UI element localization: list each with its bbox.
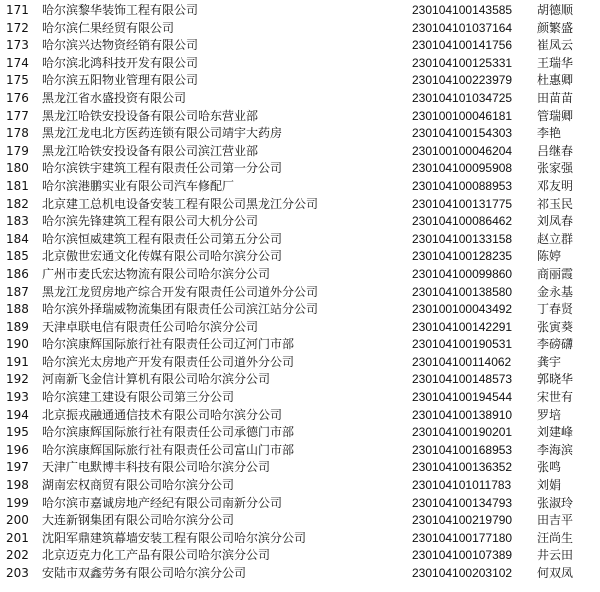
- registration-code: 230104101034725: [412, 90, 513, 105]
- row-number: 199: [6, 495, 29, 510]
- row-number: 171: [6, 3, 29, 17]
- row-number: 195: [6, 425, 29, 440]
- row-number: 196: [6, 442, 29, 457]
- table-row: [0, 2, 600, 20]
- row-number: 183: [6, 214, 29, 229]
- company-name: 哈尔滨市嘉诚房地产经纪有限公司南新分公司: [42, 495, 283, 510]
- company-name: 哈尔滨黎华装饰工程有限公司: [42, 3, 199, 17]
- legal-representative: 田苗苗: [537, 90, 574, 105]
- table-row: [0, 55, 600, 73]
- legal-representative: 田吉平: [537, 513, 574, 528]
- registration-code: 230104100223979: [412, 73, 513, 88]
- legal-representative: 李海滨: [537, 442, 574, 457]
- table-row: [0, 477, 600, 495]
- registration-code: 230104100125331: [412, 55, 513, 70]
- legal-representative: 赵立群: [537, 231, 574, 246]
- row-number: 179: [6, 143, 29, 158]
- legal-representative: 管瑞卿: [537, 108, 574, 123]
- table-row: [0, 530, 600, 548]
- legal-representative: 张家强: [537, 161, 574, 176]
- registration-code: 230104101037164: [412, 20, 513, 35]
- row-number: 176: [6, 90, 29, 105]
- registration-code: 230104100194544: [412, 390, 513, 405]
- row-number: 191: [6, 354, 29, 369]
- registration-code: 230104100138910: [412, 407, 513, 422]
- table-row: [0, 213, 600, 231]
- company-name: 天津卓联电信有限责任公司哈尔滨分公司: [42, 319, 259, 334]
- table-row: [0, 266, 600, 284]
- row-number: 172: [6, 20, 29, 35]
- legal-representative: 郭晓华: [537, 372, 574, 387]
- legal-representative: 颜繁盛: [537, 20, 574, 35]
- registration-code: 230104100203102: [412, 566, 513, 580]
- company-name: 北京傲世宏通文化传媒有限公司哈尔滨分公司: [42, 249, 283, 264]
- registration-code: 230104100088953: [412, 178, 513, 193]
- row-number: 197: [6, 460, 29, 475]
- company-name: 天津广电默博丰科技有限公司哈尔滨分公司: [42, 460, 271, 475]
- legal-representative: 张寅葵: [537, 319, 574, 334]
- registration-code: 230104100168953: [412, 442, 513, 457]
- row-number: 192: [6, 372, 29, 387]
- row-number: 174: [6, 55, 29, 70]
- table-row: [0, 459, 600, 477]
- legal-representative: 吕继春: [537, 143, 574, 158]
- registration-code: 230104100142291: [412, 319, 513, 334]
- company-name: 沈阳军鼎建筑幕墙安装工程有限公司哈尔滨分公司: [42, 530, 307, 545]
- company-name: 大连新钢集团有限公司哈尔滨分公司: [42, 513, 235, 528]
- table-row: [0, 196, 600, 214]
- row-number: 188: [6, 302, 29, 317]
- legal-representative: 杜惠卿: [537, 73, 574, 88]
- table-row: [0, 354, 600, 372]
- table-row: [0, 336, 600, 354]
- table-row: [0, 442, 600, 460]
- legal-representative: 张鸣: [537, 460, 562, 475]
- registration-code: 230104101011783: [412, 478, 512, 493]
- row-number: 194: [6, 407, 29, 422]
- registration-code: 230104100086462: [412, 214, 513, 229]
- company-name: 北京振戎融通通信技术有限公司哈尔滨分公司: [42, 407, 283, 422]
- row-number: 181: [6, 178, 29, 193]
- legal-representative: 张淑玲: [537, 495, 574, 510]
- legal-representative: 李磅礴: [537, 337, 574, 352]
- table-row: [0, 424, 600, 442]
- table-row: [0, 143, 600, 161]
- table-row: [0, 495, 600, 513]
- registration-code: 230104100107389: [412, 548, 513, 563]
- table-row: [0, 72, 600, 90]
- table-row: [0, 512, 600, 530]
- row-number: 201: [6, 530, 29, 545]
- registration-code: 230104100095908: [412, 161, 513, 176]
- table-row: [0, 301, 600, 319]
- legal-representative: 井云田: [537, 548, 574, 563]
- row-number: 186: [6, 266, 29, 281]
- table-row: [0, 565, 600, 583]
- row-number: 203: [6, 566, 29, 580]
- table-row: [0, 20, 600, 38]
- company-name: 黑龙江龙电北方医药连锁有限公司靖宇大药房: [42, 126, 283, 141]
- row-number: 198: [6, 478, 29, 493]
- legal-representative: 陈婷: [537, 249, 562, 264]
- legal-representative: 龚宇: [537, 354, 562, 369]
- legal-representative: 金永基: [537, 284, 574, 299]
- row-number: 182: [6, 196, 29, 211]
- company-name: 哈尔滨北鸿科技开发有限公司: [42, 55, 199, 70]
- registration-code: 230104100138580: [412, 284, 513, 299]
- company-name: 哈尔滨康辉国际旅行社有限责任公司辽河门市部: [42, 337, 295, 352]
- registration-code: 230104100190201: [412, 425, 513, 440]
- row-number: 190: [6, 337, 29, 352]
- company-name: 广州市麦氏宏达物流有限公司哈尔滨分公司: [42, 266, 271, 281]
- registration-code: 230104100177180: [412, 530, 513, 545]
- company-name: 北京迈克力化工产品有限公司哈尔滨分公司: [42, 548, 271, 563]
- row-number: 173: [6, 38, 29, 53]
- legal-representative: 祁玉民: [537, 196, 574, 211]
- table-row: [0, 160, 600, 178]
- table-row: [0, 284, 600, 302]
- row-number: 184: [6, 231, 29, 246]
- legal-representative: 何双凤: [537, 566, 574, 580]
- table-row: [0, 108, 600, 126]
- company-name: 哈尔滨仁果经贸有限公司: [42, 20, 175, 35]
- company-name: 湖南宏权商贸有限公司哈尔滨分公司: [42, 478, 235, 493]
- legal-representative: 宋世有: [537, 390, 574, 405]
- registration-code: 230100100046204: [412, 143, 513, 158]
- row-number: 185: [6, 249, 29, 264]
- company-name: 哈尔滨兴达物资经销有限公司: [42, 38, 199, 53]
- registration-code: 230104100131775: [412, 196, 513, 211]
- registration-code: 230104100148573: [412, 372, 513, 387]
- registration-code: 230100100046181: [412, 108, 513, 123]
- legal-representative: 商丽霞: [537, 266, 574, 281]
- company-name: 哈尔滨恒威建筑工程有限责任公司第五分公司: [42, 231, 283, 246]
- row-number: 200: [6, 513, 29, 528]
- registration-code: 230104100133158: [412, 231, 513, 246]
- registration-code: 230104100141756: [412, 38, 513, 53]
- legal-representative: 罗培: [537, 407, 562, 422]
- legal-representative: 崔凤云: [537, 38, 574, 53]
- registration-code: 230100100043492: [412, 302, 513, 317]
- legal-representative: 刘凤春: [537, 214, 574, 229]
- company-name: 哈尔滨五阳物业管理有限公司: [42, 73, 199, 88]
- company-name: 哈尔滨光太房地产开发有限责任公司道外分公司: [42, 354, 295, 369]
- registration-code: 230104100114062: [412, 354, 512, 369]
- company-name: 哈尔滨铁宇建筑工程有限责任公司第一分公司: [42, 161, 283, 176]
- legal-representative: 刘建峰: [537, 425, 574, 440]
- table-row: [0, 547, 600, 565]
- company-name: 黑龙江省水盛投资有限公司: [42, 90, 187, 105]
- registration-code: 230104100099860: [412, 266, 513, 281]
- registration-code: 230104100128235: [412, 249, 513, 264]
- table-row: [0, 371, 600, 389]
- legal-representative: 李艳: [537, 126, 562, 141]
- table-row: [0, 125, 600, 143]
- registration-code: 230104100154303: [412, 126, 513, 141]
- legal-representative: 汪尚生: [537, 530, 574, 545]
- company-name: 北京建工总机电设备安装工程有限公司黑龙江分公司: [42, 196, 319, 211]
- registration-code: 230104100134793: [412, 495, 513, 510]
- row-number: 180: [6, 161, 29, 176]
- table-row: [0, 178, 600, 196]
- row-number: 202: [6, 548, 29, 563]
- table-row: [0, 90, 600, 108]
- registration-code: 230104100143585: [412, 3, 513, 17]
- table-row: [0, 231, 600, 249]
- company-name: 黑龙江哈铁安投设备有限公司滨江营业部: [42, 143, 259, 158]
- row-number: 193: [6, 390, 29, 405]
- registration-code: 230104100136352: [412, 460, 513, 475]
- legal-representative: 王瑞华: [537, 55, 574, 70]
- company-name: 哈尔滨康辉国际旅行社有限责任公司承德门市部: [42, 425, 295, 440]
- row-number: 189: [6, 319, 29, 334]
- table-row: [0, 407, 600, 425]
- legal-representative: 刘娟: [537, 478, 562, 493]
- row-number: 175: [6, 73, 29, 88]
- legal-representative: 丁春贤: [537, 302, 574, 317]
- row-number: 178: [6, 126, 29, 141]
- company-name: 河南新飞金信计算机有限公司哈尔滨分公司: [42, 372, 271, 387]
- company-name: 哈尔滨先锋建筑工程有限公司大机分公司: [42, 214, 259, 229]
- legal-representative: 邓友明: [537, 178, 574, 193]
- company-name: 黑龙江龙贸房地产综合开发有限责任公司道外分公司: [42, 284, 319, 299]
- registration-code: 230104100219790: [412, 513, 513, 528]
- company-name: 哈尔滨康辉国际旅行社有限责任公司富山门市部: [42, 442, 295, 457]
- legal-representative: 胡德顺: [537, 3, 574, 17]
- company-name: 黑龙江哈铁安投设备有限公司哈东营业部: [42, 108, 259, 123]
- company-name: 哈尔滨建工建设有限公司第三分公司: [42, 390, 235, 405]
- company-name: 哈尔滨外择瑞威物流集团有限责任公司滨江站分公司: [42, 302, 319, 317]
- table-row: [0, 319, 600, 337]
- table-row: [0, 389, 600, 407]
- table-row: [0, 37, 600, 55]
- row-number: 187: [6, 284, 29, 299]
- table-row: [0, 248, 600, 266]
- row-number: 177: [6, 108, 29, 123]
- registration-code: 230104100190531: [412, 337, 513, 352]
- company-name: 哈尔滨港鹏实业有限公司汽车修配厂: [42, 178, 235, 193]
- company-name: 安陆市双鑫劳务有限公司哈尔滨分公司: [42, 566, 247, 580]
